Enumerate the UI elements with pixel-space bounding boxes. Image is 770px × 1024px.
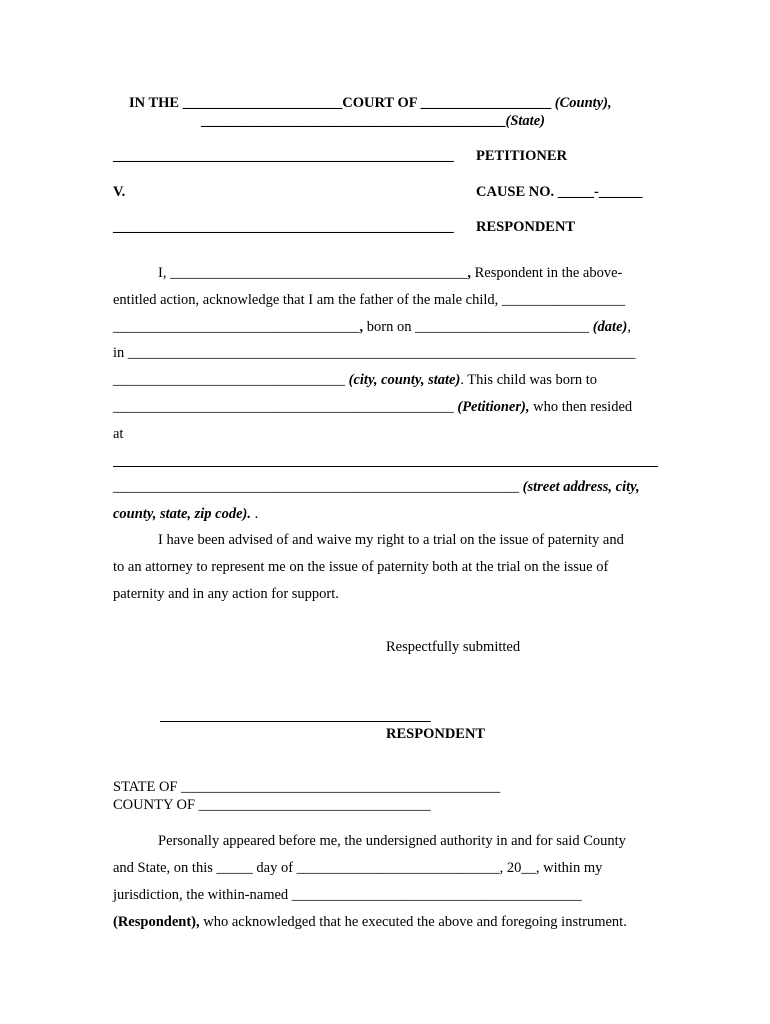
paragraph-1-line-2: entitled action, acknowledge that I am the father of the male child, _________________ — [113, 292, 626, 308]
notary-line-2: and State, on this _____ day of ____________________________, 20__, within my — [113, 860, 603, 876]
respondent-signature-label: RESPONDENT — [386, 726, 486, 742]
date-label: (date) — [592, 319, 628, 335]
petitioner-blank: _______________________________________________ — [113, 148, 454, 164]
court-caption-line-2 — [201, 112, 545, 130]
text-span: Respondent in the above- — [470, 265, 623, 281]
respondent-name-blank: I, _________________________________________ — [158, 265, 468, 281]
respondent-blank: _______________________________________________ — [113, 219, 454, 235]
address-blank: ________________________________________________________ — [113, 479, 523, 495]
birthplace-blank: ________________________________ — [113, 372, 349, 388]
paragraph-2-line-3: paternity and in any action for support. — [113, 586, 339, 602]
paragraph-1-line-4: in ______________________________________________________________________ — [113, 345, 636, 361]
versus-label: V. — [113, 184, 126, 200]
state-label: (State) — [505, 113, 545, 129]
notary-state-line: STATE OF ____________________________________________ — [113, 779, 501, 795]
address-blank-line — [113, 466, 658, 467]
paragraph-1-line-7: at — [113, 426, 124, 442]
notary-county-line: COUNTY OF ________________________________ — [113, 797, 431, 813]
child-name-blank: __________________________________ — [113, 319, 360, 335]
notary-line-3: jurisdiction, the within-named ________________________________________ — [113, 887, 582, 903]
text-span: . — [251, 506, 259, 522]
text-span: . This child was born to — [460, 372, 597, 388]
cause-number: CAUSE NO. _____-______ — [476, 184, 643, 200]
respondent-label: RESPONDENT — [476, 219, 576, 235]
respectfully-submitted: Respectfully submitted — [386, 639, 521, 655]
notary-line-4 — [113, 913, 627, 931]
comma: , — [627, 319, 631, 335]
text-span: who acknowledged that he executed the above and foregoing instrument. — [199, 914, 627, 930]
petitioner-label-inline: (Petitioner), — [457, 399, 530, 415]
paragraph-1-line-6 — [113, 398, 632, 416]
paragraph-1-line-3 — [113, 318, 631, 336]
text-span: who then resided — [529, 399, 633, 415]
paragraph-2-line-1: I have been advised of and waive my right to a trial on the issue of paternity and — [158, 532, 624, 548]
address-label: (street address, city, — [522, 479, 640, 495]
address-label-cont: county, state, zip code). — [113, 506, 251, 522]
comma: , — [359, 319, 364, 335]
county-label: (County), — [551, 95, 612, 111]
notary-line-1: Personally appeared before me, the undersigned authority in and for said County — [158, 833, 626, 849]
paragraph-1-line-5 — [113, 371, 597, 389]
respondent-label-inline: (Respondent), — [113, 914, 200, 930]
place-label: (city, county, state) — [348, 372, 461, 388]
comma: , — [467, 265, 471, 281]
court-caption-line-1 — [129, 94, 612, 112]
birth-date-blank: born on ________________________ — [363, 319, 593, 335]
paragraph-1-line-9 — [113, 478, 640, 496]
paragraph-1-line-1 — [158, 264, 622, 282]
court-name-blank: IN THE ______________________COURT OF __________________ — [129, 95, 552, 111]
petitioner-name-blank: _______________________________________________ — [113, 399, 458, 415]
petitioner-label: PETITIONER — [476, 148, 568, 164]
paragraph-2-line-2: to an attorney to represent me on the issue of paternity both at the trial on the issue of — [113, 559, 609, 575]
signature-line — [160, 721, 431, 722]
paragraph-1-line-10 — [113, 505, 258, 523]
state-blank: __________________________________________ — [201, 113, 506, 129]
